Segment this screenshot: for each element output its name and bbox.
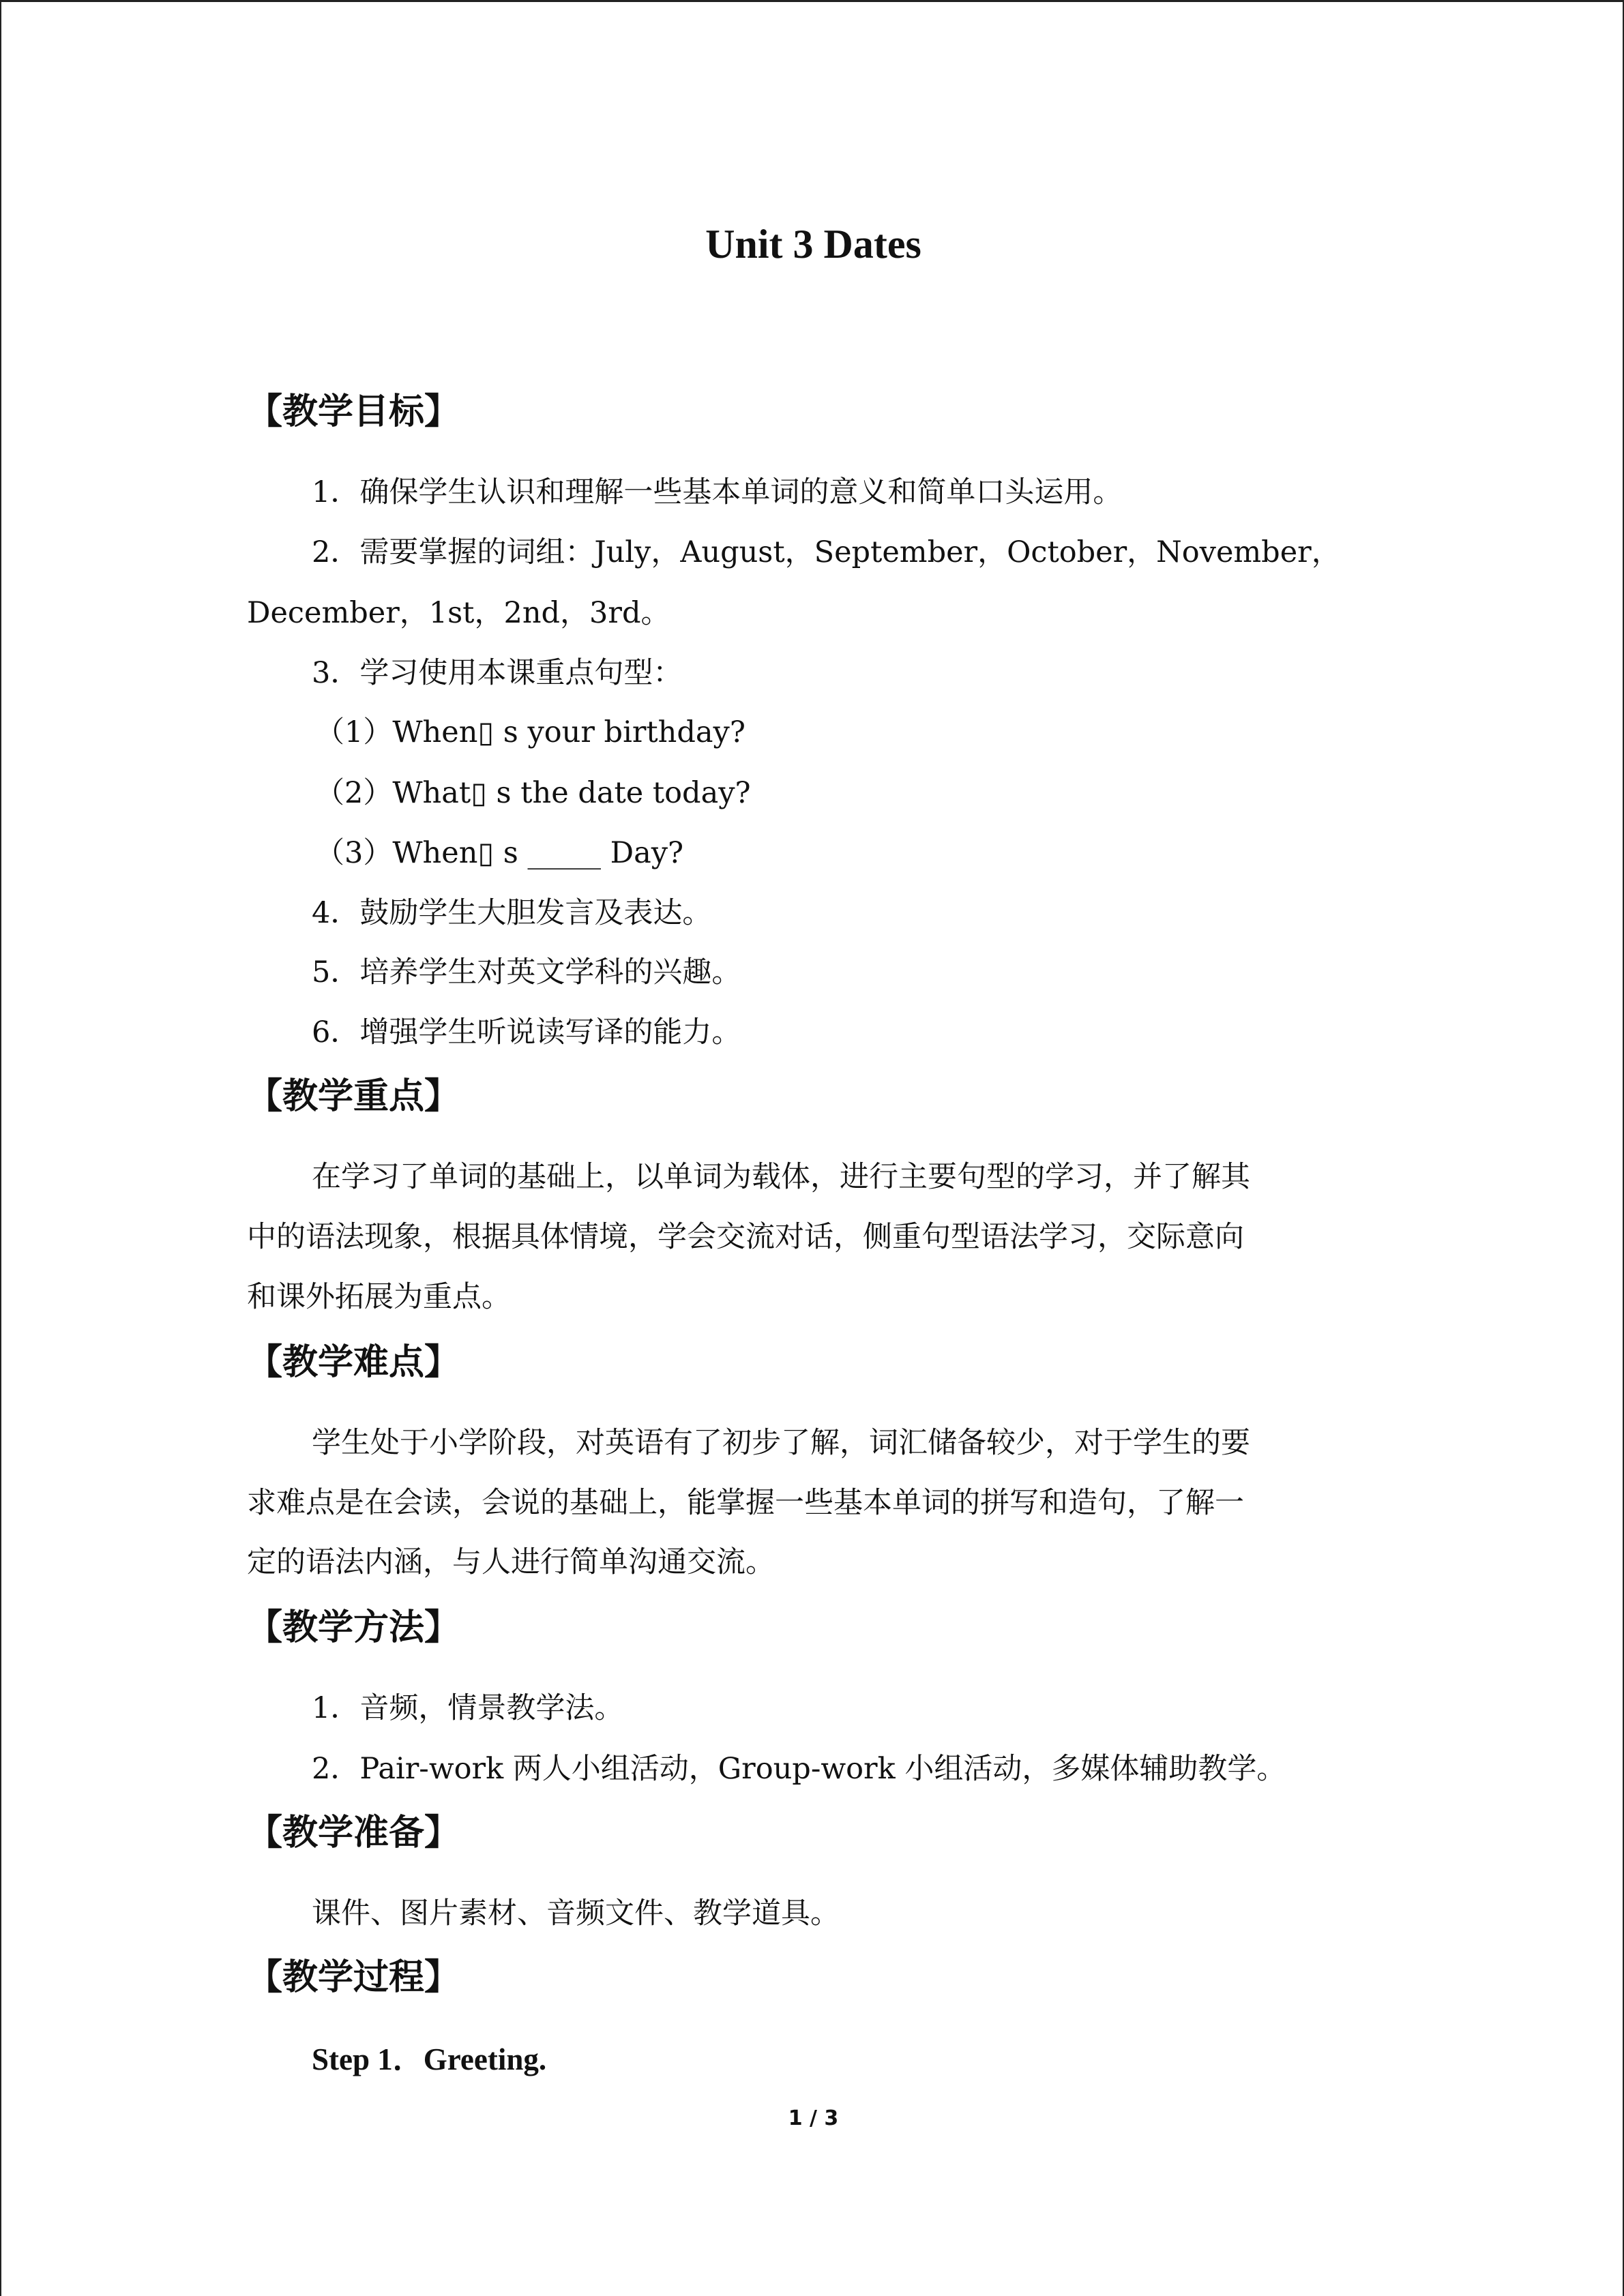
section-heading-objectives: 【教学目标】 bbox=[247, 391, 460, 432]
objective-item-4: 4．鼓励学生大胆发言及表达。 bbox=[312, 896, 712, 930]
section-heading-methods: 【教学方法】 bbox=[247, 1607, 460, 1648]
key-points-line-1: 在学习了单词的基础上，以单词为载体，进行主要句型的学习，并了解其 bbox=[312, 1160, 1250, 1194]
section-heading-key-points: 【教学重点】 bbox=[247, 1076, 460, 1117]
process-step-1: Step 1．Greeting. bbox=[312, 2042, 547, 2076]
sentence-pattern-3: （3）When▯ s _____ Day? bbox=[315, 836, 684, 870]
document-title: Unit 3 Dates bbox=[705, 222, 921, 267]
objective-item-5: 5．培养学生对英文学科的兴趣。 bbox=[312, 955, 741, 989]
section-heading-difficulties: 【教学难点】 bbox=[247, 1342, 460, 1383]
key-points-line-2: 中的语法现象，根据具体情境，学会交流对话，侧重句型语法学习，交际意向 bbox=[247, 1220, 1244, 1254]
objective-item-2: 2．需要掌握的词组：July，August，September，October，November， bbox=[312, 535, 1341, 569]
objective-item-2-continued: December，1st，2nd，3rd。 bbox=[247, 596, 670, 630]
objective-item-6: 6．增强学生听说读写译的能力。 bbox=[312, 1015, 741, 1049]
section-heading-process: 【教学过程】 bbox=[247, 1957, 460, 1998]
methods-item-1: 1．音频，情景教学法。 bbox=[312, 1691, 624, 1725]
difficulties-line-3: 定的语法内涵，与人进行简单沟通交流。 bbox=[247, 1545, 775, 1579]
difficulties-line-1: 学生处于小学阶段，对英语有了初步了解，词汇储备较少，对于学生的要 bbox=[312, 1426, 1250, 1460]
section-heading-preparation: 【教学准备】 bbox=[247, 1813, 460, 1853]
objective-item-3: 3．学习使用本课重点句型： bbox=[312, 656, 683, 690]
sentence-pattern-2: （2）What▯ s the date today? bbox=[315, 776, 751, 810]
methods-item-2: 2．Pair-work 两人小组活动，Group-work 小组活动，多媒体辅助教学。 bbox=[312, 1752, 1286, 1786]
difficulties-line-2: 求难点是在会读，会说的基础上，能掌握一些基本单词的拼写和造句，了解一 bbox=[247, 1486, 1244, 1520]
page-number: 1 / 3 bbox=[788, 2106, 839, 2130]
key-points-line-3: 和课外拓展为重点。 bbox=[247, 1280, 511, 1314]
sentence-pattern-1: （1）When▯ s your birthday? bbox=[315, 715, 745, 749]
preparation-line-1: 课件、图片素材、音频文件、教学道具。 bbox=[312, 1896, 840, 1930]
objective-item-1: 1．确保学生认识和理解一些基本单词的意义和简单口头运用。 bbox=[312, 475, 1123, 509]
